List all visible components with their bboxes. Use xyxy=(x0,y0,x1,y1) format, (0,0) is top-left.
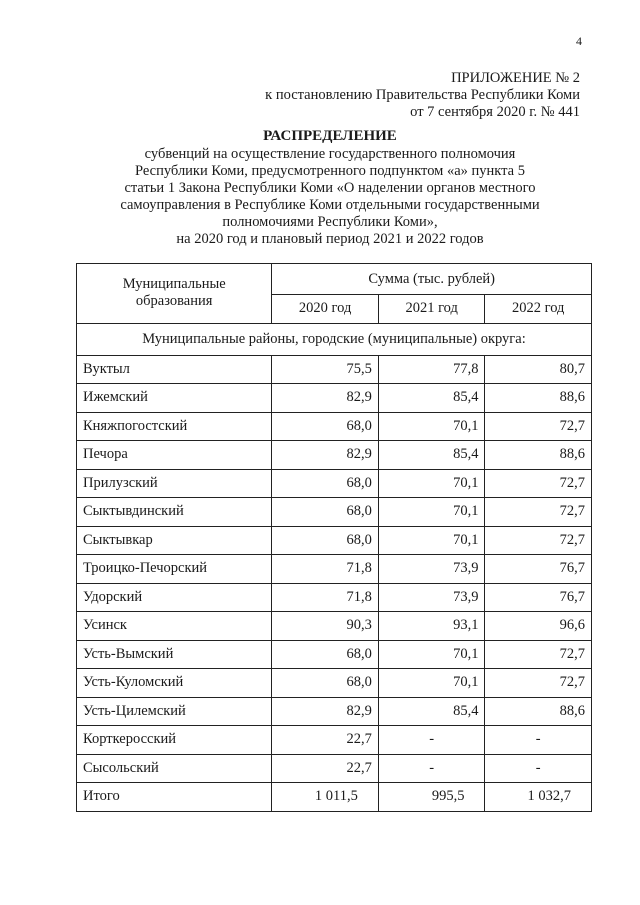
heading-line: статьи 1 Закона Республики Коми «О наделении органов местного xyxy=(124,180,536,196)
value-2022: 72,7 xyxy=(485,412,592,441)
municipality-name: Ижемский xyxy=(77,384,272,413)
value-2021: 70,1 xyxy=(378,526,485,555)
table-row xyxy=(77,412,592,441)
value-2020: 75,5 xyxy=(272,355,379,384)
table-row xyxy=(77,555,592,584)
value-2021: 93,1 xyxy=(378,612,485,641)
header-year-2020: 2020 год xyxy=(272,295,379,324)
value-2021: 77,8 xyxy=(378,355,485,384)
heading-line: Республики Коми, предусмотренного подпунктом «а» пункта 5 xyxy=(135,163,525,179)
total-2022: 1 032,7 xyxy=(485,783,592,812)
value-2022: 88,6 xyxy=(485,697,592,726)
value-2021: 85,4 xyxy=(378,384,485,413)
municipality-name: Вуктыл xyxy=(77,355,272,384)
heading-line: самоуправления в Республике Коми отдельными государственными xyxy=(120,197,540,213)
value-2020: 68,0 xyxy=(272,412,379,441)
header-municipalities: Муниципальные образования xyxy=(77,264,272,324)
table-row xyxy=(77,726,592,755)
value-2022: 76,7 xyxy=(485,555,592,584)
appendix-resolution: к постановлению Правительства Республики Коми xyxy=(265,87,580,103)
appendix-date: от 7 сентября 2020 г. № 441 xyxy=(410,104,580,120)
value-2022: 72,7 xyxy=(485,526,592,555)
table-row xyxy=(77,469,592,498)
header-year-2021: 2021 год xyxy=(378,295,485,324)
document-heading xyxy=(60,128,600,248)
value-2021: 70,1 xyxy=(378,640,485,669)
municipality-name: Усть-Куломский xyxy=(77,669,272,698)
municipality-name: Усинск xyxy=(77,612,272,641)
total-2021: 995,5 xyxy=(378,783,485,812)
value-2022: 88,6 xyxy=(485,441,592,470)
table-row xyxy=(77,640,592,669)
appendix-block xyxy=(265,70,580,121)
distribution-table xyxy=(76,263,592,812)
municipality-name: Печора xyxy=(77,441,272,470)
municipality-name: Сыктывкар xyxy=(77,526,272,555)
value-2020: 68,0 xyxy=(272,526,379,555)
municipality-name: Сысольский xyxy=(77,754,272,783)
document-title: РАСПРЕДЕЛЕНИЕ xyxy=(263,128,397,144)
value-2020: 71,8 xyxy=(272,555,379,584)
municipality-name: Усть-Вымский xyxy=(77,640,272,669)
value-2021: 70,1 xyxy=(378,469,485,498)
municipality-name: Удорский xyxy=(77,583,272,612)
value-2021: 85,4 xyxy=(378,697,485,726)
table-row xyxy=(77,498,592,527)
value-2020: 22,7 xyxy=(272,754,379,783)
value-2020: 82,9 xyxy=(272,441,379,470)
municipality-name: Прилузский xyxy=(77,469,272,498)
table-row xyxy=(77,384,592,413)
value-2020: 82,9 xyxy=(272,697,379,726)
heading-line: на 2020 год и плановый период 2021 и 2022 годов xyxy=(176,231,484,247)
value-2021: 85,4 xyxy=(378,441,485,470)
heading-line: полномочиями Республики Коми», xyxy=(222,214,438,230)
value-2022: 96,6 xyxy=(485,612,592,641)
value-2022: 72,7 xyxy=(485,469,592,498)
table-row xyxy=(77,583,592,612)
value-2020: 68,0 xyxy=(272,640,379,669)
value-2021: 73,9 xyxy=(378,555,485,584)
value-2020: 68,0 xyxy=(272,498,379,527)
value-2020: 68,0 xyxy=(272,669,379,698)
total-2020: 1 011,5 xyxy=(272,783,379,812)
municipality-name: Княжпогостский xyxy=(77,412,272,441)
municipality-name: Усть-Цилемский xyxy=(77,697,272,726)
value-2020: 82,9 xyxy=(272,384,379,413)
page-number: 4 xyxy=(576,34,582,48)
total-row xyxy=(77,783,592,812)
value-2022: 72,7 xyxy=(485,498,592,527)
value-2022: - xyxy=(485,726,592,755)
heading-line: субвенций на осуществление государственного полномочия xyxy=(144,146,516,162)
value-2022: - xyxy=(485,754,592,783)
value-2022: 80,7 xyxy=(485,355,592,384)
municipality-name: Троицко-Печорский xyxy=(77,555,272,584)
value-2020: 68,0 xyxy=(272,469,379,498)
value-2021: - xyxy=(378,754,485,783)
value-2021: - xyxy=(378,726,485,755)
value-2022: 76,7 xyxy=(485,583,592,612)
municipality-name: Корткеросский xyxy=(77,726,272,755)
table-row xyxy=(77,612,592,641)
table-row xyxy=(77,754,592,783)
value-2022: 72,7 xyxy=(485,640,592,669)
header-year-2022: 2022 год xyxy=(485,295,592,324)
table-row xyxy=(77,526,592,555)
header-sum: Сумма (тыс. рублей) xyxy=(272,264,592,295)
section-header: Муниципальные районы, городские (муниципальные) округа: xyxy=(77,323,592,355)
value-2022: 72,7 xyxy=(485,669,592,698)
table-row xyxy=(77,669,592,698)
appendix-title: ПРИЛОЖЕНИЕ № 2 xyxy=(451,70,580,86)
value-2020: 22,7 xyxy=(272,726,379,755)
table-row xyxy=(77,441,592,470)
value-2021: 73,9 xyxy=(378,583,485,612)
table-row xyxy=(77,697,592,726)
value-2021: 70,1 xyxy=(378,669,485,698)
value-2020: 71,8 xyxy=(272,583,379,612)
total-label: Итого xyxy=(77,783,272,812)
value-2021: 70,1 xyxy=(378,412,485,441)
table-row xyxy=(77,355,592,384)
municipality-name: Сыктывдинский xyxy=(77,498,272,527)
value-2022: 88,6 xyxy=(485,384,592,413)
value-2021: 70,1 xyxy=(378,498,485,527)
value-2020: 90,3 xyxy=(272,612,379,641)
